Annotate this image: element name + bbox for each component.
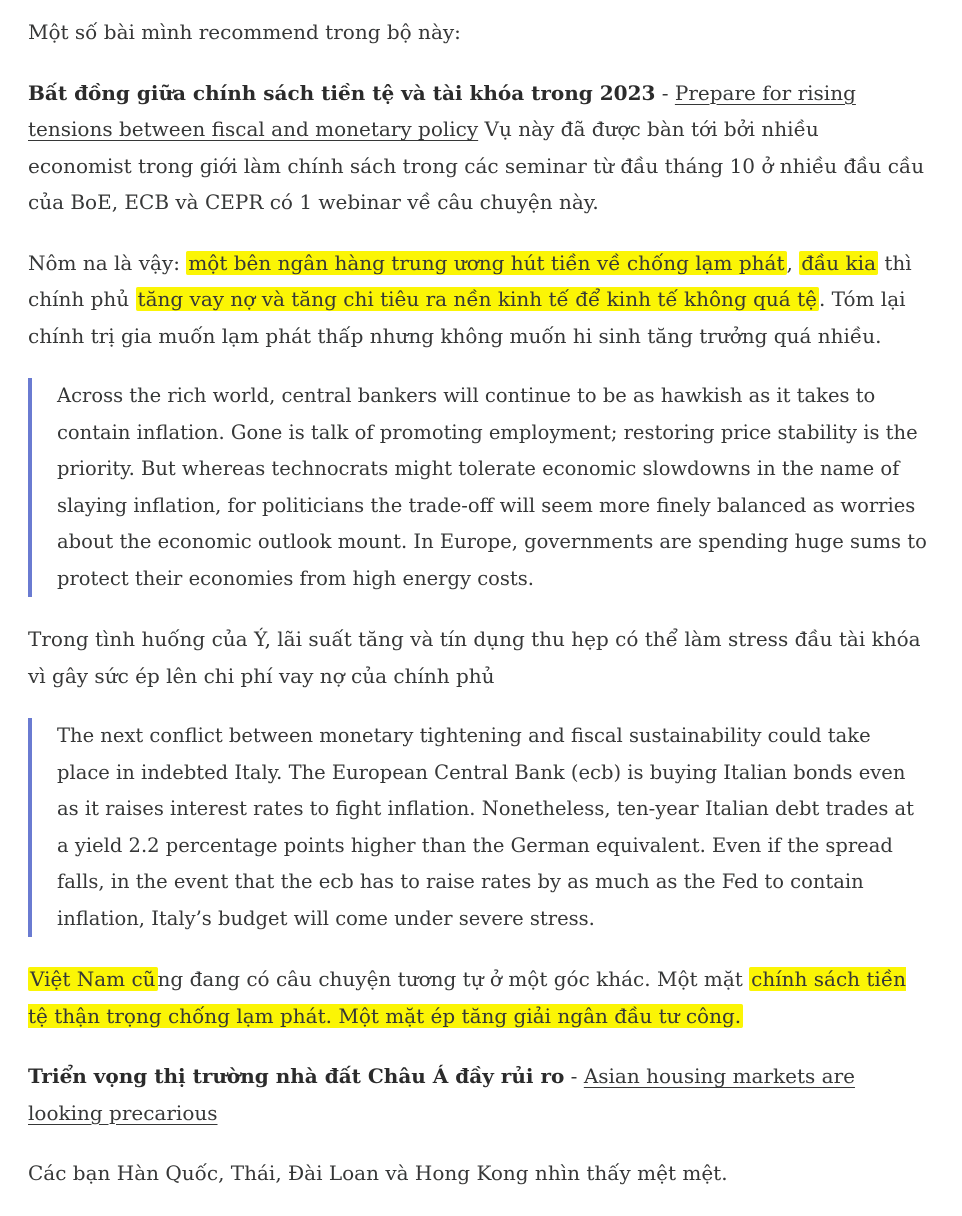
highlight-other-side: đầu kia	[801, 250, 876, 275]
article-link-fiscal-monetary[interactable]: Prepare for rising tensions between fiscal and monetary policy	[28, 80, 856, 141]
vietnam-paragraph	[28, 961, 928, 1034]
highlight-central-bank: một bên ngân hàng trung ương hút tiền về chống lạm phát	[188, 250, 785, 275]
section-fiscal-monetary	[28, 75, 928, 221]
highlight-vietnam: Việt Nam cũ	[30, 967, 156, 991]
section-title: Bất đồng giữa chính sách tiền tệ và tài khóa trong 2023	[28, 80, 656, 105]
summary-comma: ,	[786, 250, 800, 275]
blockquote-italy	[28, 718, 928, 937]
blockquote-rich-world	[28, 378, 928, 597]
highlight-monetary-policy: chính sách tiền tệ thận trọng chống lạm phát. Một mặt ép tăng giải ngân đầu tư công.	[28, 967, 907, 1028]
section-title: Triển vọng thị trường nhà đất Châu Á đầy rủi ro	[28, 1064, 565, 1088]
closing-paragraph: Các bạn Hàn Quốc, Thái, Đài Loan và Hong Kong nhìn thấy mệt mệt.	[28, 1161, 728, 1185]
summary-paragraph	[28, 245, 928, 355]
summary-text: thì chính phủ	[28, 250, 919, 311]
summary-conclusion: . Tóm lại chính trị gia muốn lạm phát thấp nhưng không muốn hi sinh tăng trưởng quá nhiều.	[28, 287, 906, 348]
intro-paragraph: Một số bài mình recommend trong bộ này:	[28, 20, 461, 44]
section-asian-housing	[28, 1058, 928, 1131]
quote-text: Across the rich world, central bankers will continue to be as hawkish as it takes to contain inflation. Gone is talk of promoting employment; restoring price stability is the priority. But whereas technocrats might tolerate economic slowdowns in the name of slaying inflation, for politicians the trade-off will seem more finely balanced as worries about the economic outlook mount. In Europe, governments are spending huge sums to protect their economies from high energy costs.	[57, 384, 927, 590]
italy-paragraph: Trong tình huống của Ý, lãi suất tăng và tín dụng thu hẹp có thể làm stress đầu tài khóa vì gây sức ép lên chi phí vay nợ của chính phủ	[28, 627, 921, 688]
quote-text: The next conflict between monetary tightening and fiscal sustainability could take place in indebted Italy. The European Central Bank (ecb) is buying Italian bonds even as it raises interest rates to fight inflation. Nonetheless, ten-year Italian debt trades at a yield 2.2 percentage points higher than the German equivalent. Even if the spread falls, in the event that the ecb has to raise rates by as much as the Fed to contain inflation, Italy’s budget will come under severe stress.	[57, 724, 914, 930]
article-body	[28, 14, 928, 1216]
highlight-government-spending: tăng vay nợ và tăng chi tiêu ra nền kinh tế để kinh tế không quá tệ	[137, 287, 817, 311]
title-separator: -	[655, 80, 675, 105]
section-body-text: Vụ này đã được bàn tới bởi nhiều economist trong giới làm chính sách trong các seminar từ đầu tháng 10 ở nhiều đầu cầu của BoE, ECB và CEPR có 1 webinar về câu chuyện này.	[28, 117, 925, 214]
title-separator: -	[564, 1064, 584, 1088]
article-link-asian-housing[interactable]: Asian housing markets are looking precarious	[28, 1064, 855, 1125]
vietnam-text: ng đang có câu chuyện tương tự ở một góc khác. Một mặt	[157, 967, 750, 991]
summary-lead: Nôm na là vậy:	[28, 250, 187, 275]
